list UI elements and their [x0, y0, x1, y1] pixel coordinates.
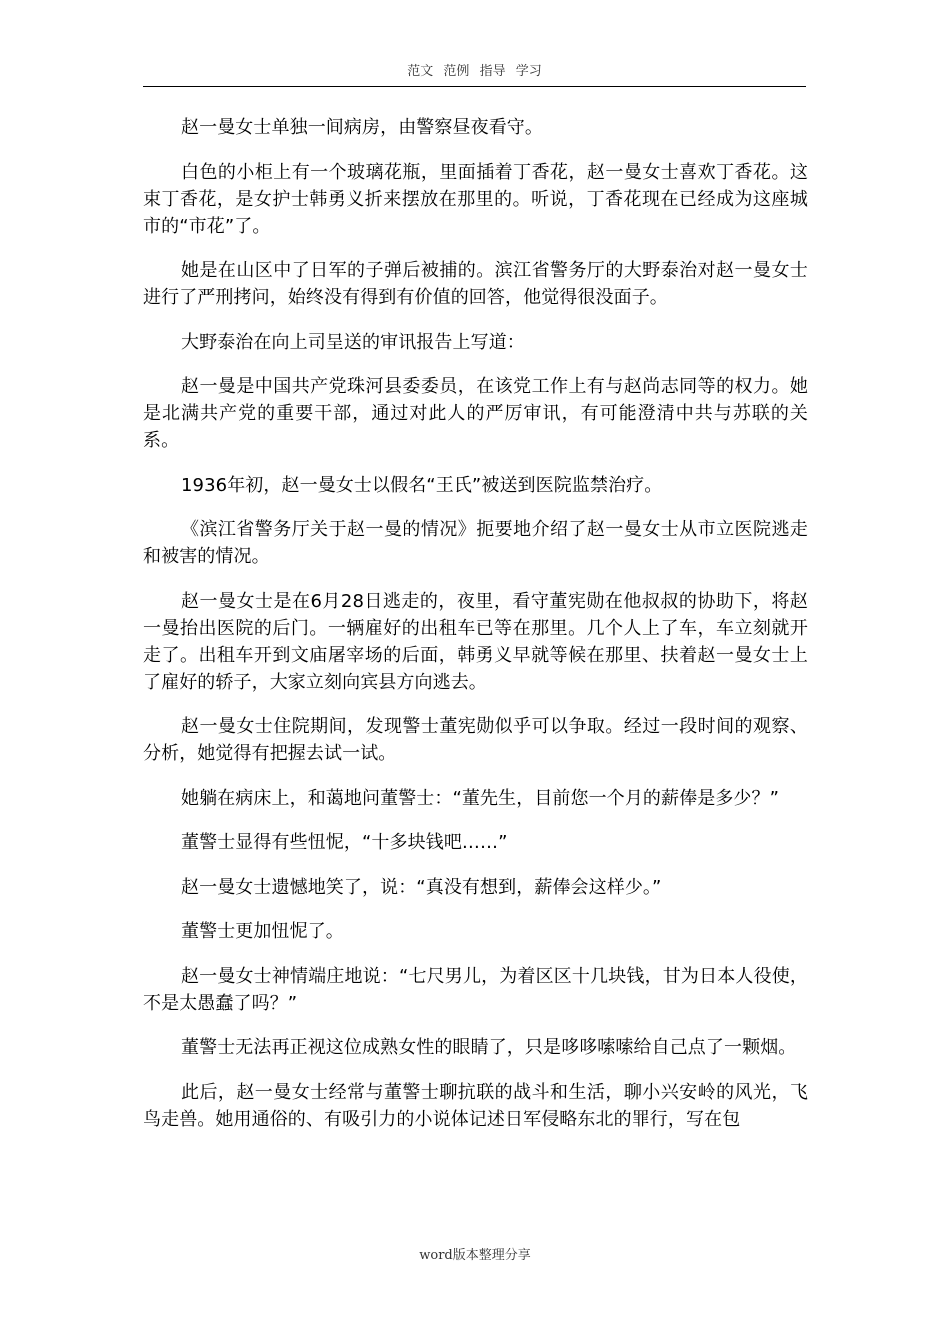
paragraph: 赵一曼女士遗憾地笑了，说：“真没有想到，薪俸会这样少。” — [181, 876, 662, 898]
paragraph: 赵一曼女士单独一间病房，由警察昼夜看守。 — [181, 117, 543, 138]
header-item-zhidao: 指导 — [479, 64, 506, 79]
document-body — [143, 114, 808, 1150]
paragraph: 《滨江省警务厅关于赵一曼的情况》扼要地介绍了赵一曼女士从市立医院逃走和被害的情况。 — [143, 519, 808, 567]
paragraph: 赵一曼女士是在6月28日逃走的，夜里，看守董宪勋在他叔叔的协助下，将赵一曼抬出医院的后门。一辆雇好的出租车已等在那里。几个人上了车，车立刻就开走了。出租车开到文庙屠宰场的后面，韩勇义早就等候在那里、扶着赵一曼女士上了雇好的轿子，大家立刻向宾县方向逃去。 — [143, 590, 808, 693]
page-header — [143, 62, 806, 87]
header-item-fanwen: 范文 — [407, 64, 434, 79]
paragraph: 赵一曼是中国共产党珠河县委委员，在该党工作上有与赵尚志同等的权力。她是北满共产党的重要干部，通过对此人的严厉审讯，有可能澄清中共与苏联的关系。 — [143, 376, 808, 451]
paragraph: 董警士更加忸怩了。 — [181, 921, 344, 942]
paragraph: 她是在山区中了日军的子弹后被捕的。滨江省警务厅的大野泰治对赵一曼女士进行了严刑拷问，始终没有得到有价值的回答，他觉得很没面子。 — [143, 260, 808, 308]
header-item-xuexi: 学习 — [515, 64, 542, 79]
paragraph: 董警士无法再正视这位成熟女性的眼睛了，只是哆哆嗦嗦给自己点了一颗烟。 — [181, 1037, 797, 1058]
paragraph: 白色的小柜上有一个玻璃花瓶，里面插着丁香花，赵一曼女士喜欢丁香花。这束丁香花，是女护士韩勇义折来摆放在那里的。听说，丁香花现在已经成为这座城市的“市花”了。 — [143, 161, 808, 237]
paragraph: 赵一曼女士神情端庄地说：“七尺男儿，为着区区十几块钱，甘为日本人役使，不是太愚蠢了吗？” — [143, 965, 808, 1014]
paragraph: 1936年初，赵一曼女士以假名“王氏”被送到医院监禁治疗。 — [181, 474, 663, 496]
header-item-fanli: 范例 — [443, 64, 470, 79]
paragraph: 此后，赵一曼女士经常与董警士聊抗联的战斗和生活，聊小兴安岭的风光，飞鸟走兽。她用通俗的、有吸引力的小说体记述日军侵略东北的罪行，写在包 — [143, 1081, 808, 1130]
page-footer: word版本整理分享 — [419, 1248, 531, 1263]
paragraph: 赵一曼女士住院期间，发现警士董宪勋似乎可以争取。经过一段时间的观察、分析，她觉得有把握去试一试。 — [143, 716, 808, 764]
paragraph: 大野泰治在向上司呈送的审讯报告上写道： — [181, 331, 525, 353]
paragraph: 董警士显得有些忸怩，“十多块钱吧……” — [181, 832, 508, 853]
paragraph: 她躺在病床上，和蔼地问董警士：“董先生，目前您一个月的薪俸是多少？” — [181, 787, 780, 809]
